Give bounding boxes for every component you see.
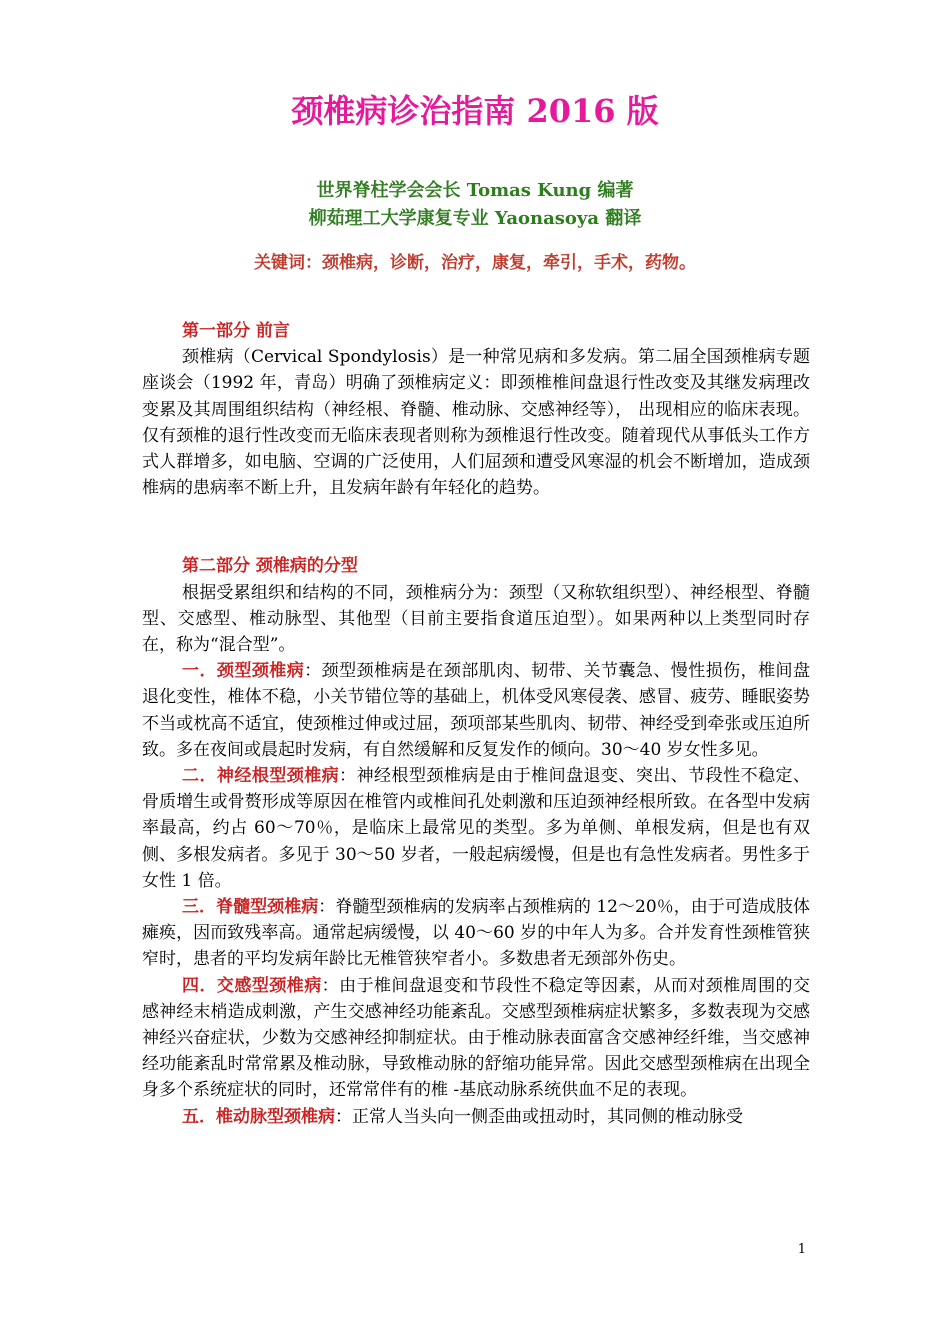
type-paragraph-nerve-root <box>142 763 810 894</box>
section-heading-preface: 第一部分 前言 <box>182 321 290 341</box>
type-paragraph-sympathetic <box>142 973 810 1104</box>
section-heading-classification: 第二部分 颈椎病的分型 <box>182 556 358 577</box>
author-line-2: 柳茹理工大学康复专业 Yaonasoya 翻译 <box>308 208 642 229</box>
type-label: 一．颈型颈椎病 <box>182 661 305 682</box>
keywords-line: 关键词：颈椎病，诊断，治疗，康复，牵引，手术，药物。 <box>254 253 696 273</box>
type-paragraph-neck <box>142 658 810 763</box>
type-text: ：颈型颈椎病是在颈部肌肉、韧带、关节囊急、慢性损伤，椎间盘退化变性，椎体不稳，小关节错位等的基础上，机体受风寒侵袭、感冒、疲劳、睡眠姿势不当或枕高不适宜，使颈椎过伸或过屈，颈项部某些肌肉、韧带、神经受到牵张或压迫所致。多在夜间或晨起时发病，有自然缓解和反复发作的倾向。30～40 岁女性多见。 <box>142 661 811 760</box>
section-spacer <box>142 501 810 553</box>
type-text: ：正常人当头向一侧歪曲或扭动时，其同侧的椎动脉受 <box>335 1106 743 1127</box>
type-text: ：脊髓型颈椎病的发病率占颈椎病的 12～20％，由于可造成肢体瘫痪，因而致残率高。通常起病缓慢，以 40～60 岁的中年人为多。合并发育性颈椎管狭窄时，患者的平均发病年龄比无椎管狭窄者小。多数患者无颈部外伤史。 <box>142 897 810 970</box>
type-paragraph-spinal-cord <box>142 894 810 973</box>
type-label: 三．脊髓型颈椎病 <box>182 897 319 918</box>
section-classification <box>142 553 810 1129</box>
type-text: ：神经根型颈椎病是由于椎间盘退变、突出、节段性不稳定、骨质增生或骨赘形成等原因在椎管内或椎间孔处刺激和压迫颈神经根所致。在各型中发病率最高，约占 60～70％，是临床上最常见的类型。多为单侧、单根发病，但是也有双侧、多根发病者。多见于 30～50 岁者，一般起病缓慢，但是也有急性发病者。男性多于女性 1 倍。 <box>142 766 811 891</box>
page-number: 1 <box>797 1242 806 1257</box>
preface-paragraph: 颈椎病（Cervical Spondylosis）是一种常见病和多发病。第二届全国颈椎病专题座谈会（1992 年，青岛）明确了颈椎病定义：即颈椎椎间盘退行性改变及其继发病理改变累及其周围组织结构（神经根、脊髓、椎动脉、交感神经等）， 出现相应的临床表现。仅有颈椎的退行性改变而无临床表现者则称为颈椎退行性改变。随着现代从事低头工作方式人群增多，如电脑、空调的广泛使用，人们屈颈和遭受风寒湿的机会不断增加，造成颈椎病的患病率不断上升，且发病年龄有年轻化的趋势。 <box>142 347 810 499</box>
type-label: 五．椎动脉型颈椎病 <box>182 1106 335 1127</box>
document-body <box>142 318 810 1130</box>
type-paragraph-vertebral-artery <box>142 1104 810 1130</box>
classification-intro: 根据受累组织和结构的不同，颈椎病分为：颈型（又称软组织型）、神经根型、脊髓型、交感型、椎动脉型、其他型（目前主要指食道压迫型）。如果两种以上类型同时存在，称为“混合型”。 <box>142 582 810 656</box>
document-title: 颈椎病诊治指南 2016 版 <box>291 92 659 130</box>
type-label: 二．神经根型颈椎病 <box>182 766 340 787</box>
section-preface <box>142 318 810 501</box>
author-line-1: 世界脊柱学会会长 Tomas Kung 编著 <box>316 180 634 201</box>
type-text: ：由于椎间盘退变和节段性不稳定等因素，从而对颈椎周围的交感神经末梢造成刺激，产生交感神经功能紊乱。交感型颈椎病症状繁多，多数表现为交感神经兴奋症状，少数为交感神经抑制症状。由于椎动脉表面富含交感神经纤维，当交感神经功能紊乱时常常累及椎动脉，导致椎动脉的舒缩功能异常。因此交感型颈椎病在出现全身多个系统症状的同时，还常常伴有的椎 -基底动脉系统供血不足的表现。 <box>142 975 811 1101</box>
type-label: 四．交感型颈椎病 <box>182 975 322 996</box>
